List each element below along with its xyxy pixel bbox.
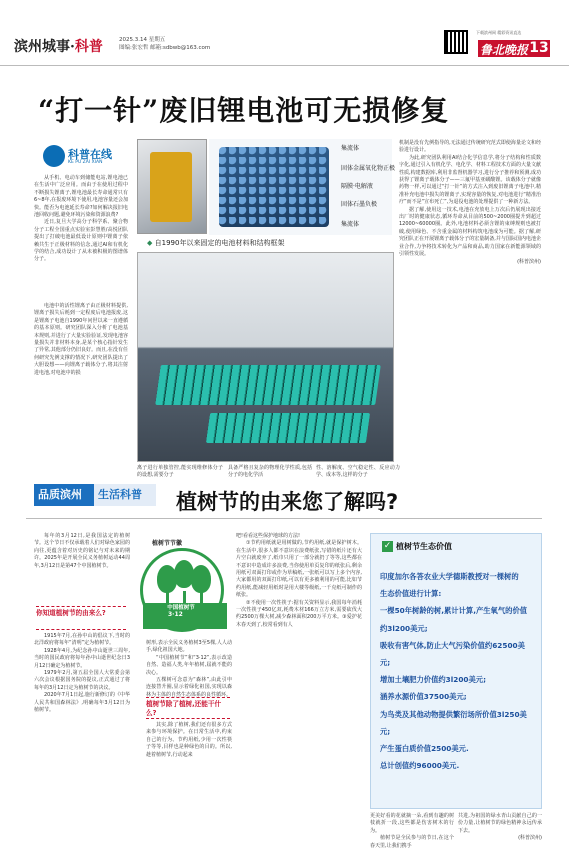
figure-label: 固体石墨负极 [341,201,378,208]
editor-line: 图编:张宏哲 邮箱:sdbwb@163.com [119,45,211,51]
emblem-caption: 植树节节徽 [152,540,183,547]
article2-col3: 吧!看看这些保护地球的方法! ①节约用纸就是用树做的,节约用纸,就是保护树木。在生活中,很多人都不意识在浪费纸张,写错的纸片还有大片空白就废弃了,纸巾只用了一部分就扔了等等,这些都在不意识中造成许多浪费,当你使用单页复印的纸张后,剩余用纸可双面打印或作为草稿纸,一张纸可以写上多个内容,大家都用的双面打印纸,可以有更多被利用的可能,比如节约用纸,能减轻用纸时是用大楼等级纸,一千克纸可制作的纸张。 ②不使用一次性筷子:据有关资料显示,我国每年消耗一次性筷子450亿双,耗费木材166万立方米,需要砍伐大约2500万棵大树,减少森林面积200万平方米。③爱护花木春天到了,校常看到有人 [236,533,362,628]
emblem-date: 3·12 [168,611,183,618]
figure-label: 集流体 [341,221,360,228]
headline: “打一针”废旧锂电池可无损修复 [38,94,450,127]
article1-col4: 具备严格且复杂的物理化学性质,包括分子的电化学活 [228,465,312,479]
figure-label: 固体金属氧化物正极 [341,165,396,172]
science-icon [43,145,65,167]
eco-line: 元; [380,726,391,736]
paper-logo: 鲁北晚报 [480,43,529,57]
electrode-block [219,147,329,227]
divider [36,606,126,607]
page-number: 13 [529,40,549,56]
article2-col2b: 其实,除了植树,我们还有很多方式来参与环境保护。在日常生活中,约束自己的行为、节约用纸,少用一次性筷子等等,目样也是种绿色的目的。所以,趁着植树节,行动起来 [146,722,232,758]
headline: 植树节的由来您了解吗? [176,490,399,514]
figure-caption: ◆ 自1990年以来固定的电池材料和结构框架 [147,239,285,247]
article2-col1b: 1915年7月,在孙中山的倡议下,当时的北洋政府将每年“清明”定为植树节。 1928年4月,为纪念孙中山逝世三周年,当时的国民政府将每年孙中山逝世纪念日3月12日确定为植树节。 1979年2月,第五届全国人大常委会第六次会议根据国务院的提议,正式通过了将每年的3月12日定为植树节的决议。 2020年7月1日起,施行新修订的《中华人民共和国森林法》,明确每年3月12日为植树节。 [34,633,130,714]
eco-line: 元; [380,658,391,668]
eco-line: 增加土壤肥力价值约3l200美元; [380,675,486,685]
divider [26,518,542,519]
section-logo-a: 品质滨州 [34,484,94,506]
tree-emblem-icon [140,548,224,632]
article2-col5: 共进,为祖国的绿水青山贡献自己的一份力量,让植树节的绿色精神永远传承下去。 (科普滨州) [458,813,542,842]
article1-col3: 离子进行单独管控,能实现维修体分子的设想,需要分子 [137,465,223,479]
lab-photo [137,252,394,462]
article1-col1: 从手机、电动车到储能电站,锂电池已在生活中广泛应用。而由于在使用过程中不断损失锂离子,锂电池最长寿命通常只有6~8年,在报废环境下使用,电池容量还会加快。能否为电池延长寿命?如何解决报旧电池回收问题,避免环境污染和资源浪费? 近日,复旦大学高分子科学系、聚合物分子工程全国重点实验室彭慧胜/高悦团队提出了打破电池最低设计原则中锂离子依赖共生于正极材料的信念,通过AI和有机化学的结合,成功设计了从未被积极的图谱体分子。 [34,175,128,263]
section-logo [34,484,156,506]
eco-line: 吸收有害气体,防止大气污染价值约62500美 [380,640,525,650]
divider [146,718,230,719]
divider [146,697,230,698]
eco-line: 一棵50年树龄的树,累计计算,产生氧气的价值 [380,606,528,616]
question-heading: 植树节除了植树,还能干什么? [146,700,222,717]
eco-box-title [382,540,464,554]
eco-value-list [380,568,538,774]
article2-col1: 每年的3月12日,是我国法定的植树节。这个节日不仅承载着人们对绿色家园的向往,更蕴含着对历史的铭记与对未来的期许。2025年是开展全民义务植树运动44周年,3月12日是第47个中国植树节。 [34,533,130,569]
column-logo [43,145,123,171]
section-name: 滨州城事·科普 [14,39,103,55]
check-icon: ✓ [383,541,392,551]
eco-box-title-text: 植树节生态价值 [396,542,452,551]
column-logo-text: 科普在线 [68,148,112,161]
article1-col6: 机制是没有先例指导的,无法通过传统研究范式即使海量论文和经验进行设计。 为此,研究团队利用AI结合化学信息学,将分子结构和性质数字化,通过引入有机化学、电化学、材料工程技术方面的大量文献性质,构建数据库,利用非监督机器学习,进行分子推荐和预测,成功获得了锂离子载体分子——三氟甲基亚磺酸锂。该载体分子就像药物一样,可以通过“打一针”的方式注入到废旧锂离子电池中,精准补充电池中损失的锂离子,实现容量的恢复,对电池进行“精准治疗”而不是“宣布死亡”,为退役电池的处理提供了一种新方法。 据了解,使用这一技术,电池在充放电上万次后仍展现出接近出厂时的健康状态,循环寿命从目前的500~2000圈提升到超过12000~60000圈。此外,电池材料必须含锂的束缚规则也被打破,使用绿色、不含重金属的材料构筑电池成为可能。据了解,研究团队正在开展锂离子载体分子的宏量制备,并与国际国内电池企业合作,力争将技术转化为产品和商品,助力国家在新能源领域的引领性发展。 (科普滨州) [399,140,541,265]
qr-caption: 下载滨州网 精彩资讯直达 [476,30,522,35]
eco-line: 涵养水源价值37500美元; [380,692,467,702]
section-logo-b: 生活科普 [94,484,156,506]
figure-label: 集流体 [341,145,360,152]
qr-code-icon[interactable] [444,30,468,54]
figure-label: 隔膜·电解液 [341,183,373,190]
column-logo-en: KE PU ZAI XIAN [68,160,103,165]
eco-line: 为鸟类及其他动物提供繁衍场所价值3l250美 [380,709,527,719]
article2-col4: 更美好看的花就摘一朵,看到有趣的树枝就折一段,这些都是伤害树木的行为。 植树节是全民参与的节日,在这个春天里,让我们携手 [370,813,454,849]
emblem-text: 中国植树节 [167,605,195,611]
battery-structure-figure [209,139,396,235]
article1-col5: 性、溶解度、空气稳定性、反应动力学、成本等,这样的分子 [316,465,400,479]
question-heading: 你知道植树节的由来么? [36,609,106,617]
eco-line: 印度加尔各答农业大学德斯教授对一棵树的 [380,572,519,581]
article1-col2: 电池中的活性锂离子由正极材料提供,锂离子损失后耗到一定程度后电池报废,这是锂离子电池自1990年问世以来一直遵循的基本原则。研究团队深入分析了电池基本规则,并进行了大量实验验证,发现电池容量损失并非材料本身,是某个核心指针发生了异常,其他部分仍旧良好。而且,在没有任何研究先例支撑的情况下,研究团队提出了大胆设想——向锂离子载体分子,将其注射进电池,对电池中的损 [34,303,128,376]
eco-line: 总计创值约96000美元. [380,761,460,771]
eco-line: 产生蛋白质价值2500美元. [380,744,469,754]
issue-date: 2025.3.14 星期五 图编:张宏哲 邮箱:sdbwb@163.com [119,37,211,51]
eco-line: 约3l200美元; [380,623,428,633]
article2-col2: 树形,表示全民义务植树3至5棵,人人动手,绿化祖国大地。 “中国植树节”和“3·12”,表示改造自然、造福人类,年年植树,届就不能的决心。 五棵树可念意为“森林”,由此引申连接替升圈,显示着绿化祖国,实现以森林为主体的自然生态体系的良性循环。 [146,640,232,698]
eco-line: 生态价值进行计算: [380,589,442,599]
divider [36,629,126,630]
battery-photo [137,139,207,234]
